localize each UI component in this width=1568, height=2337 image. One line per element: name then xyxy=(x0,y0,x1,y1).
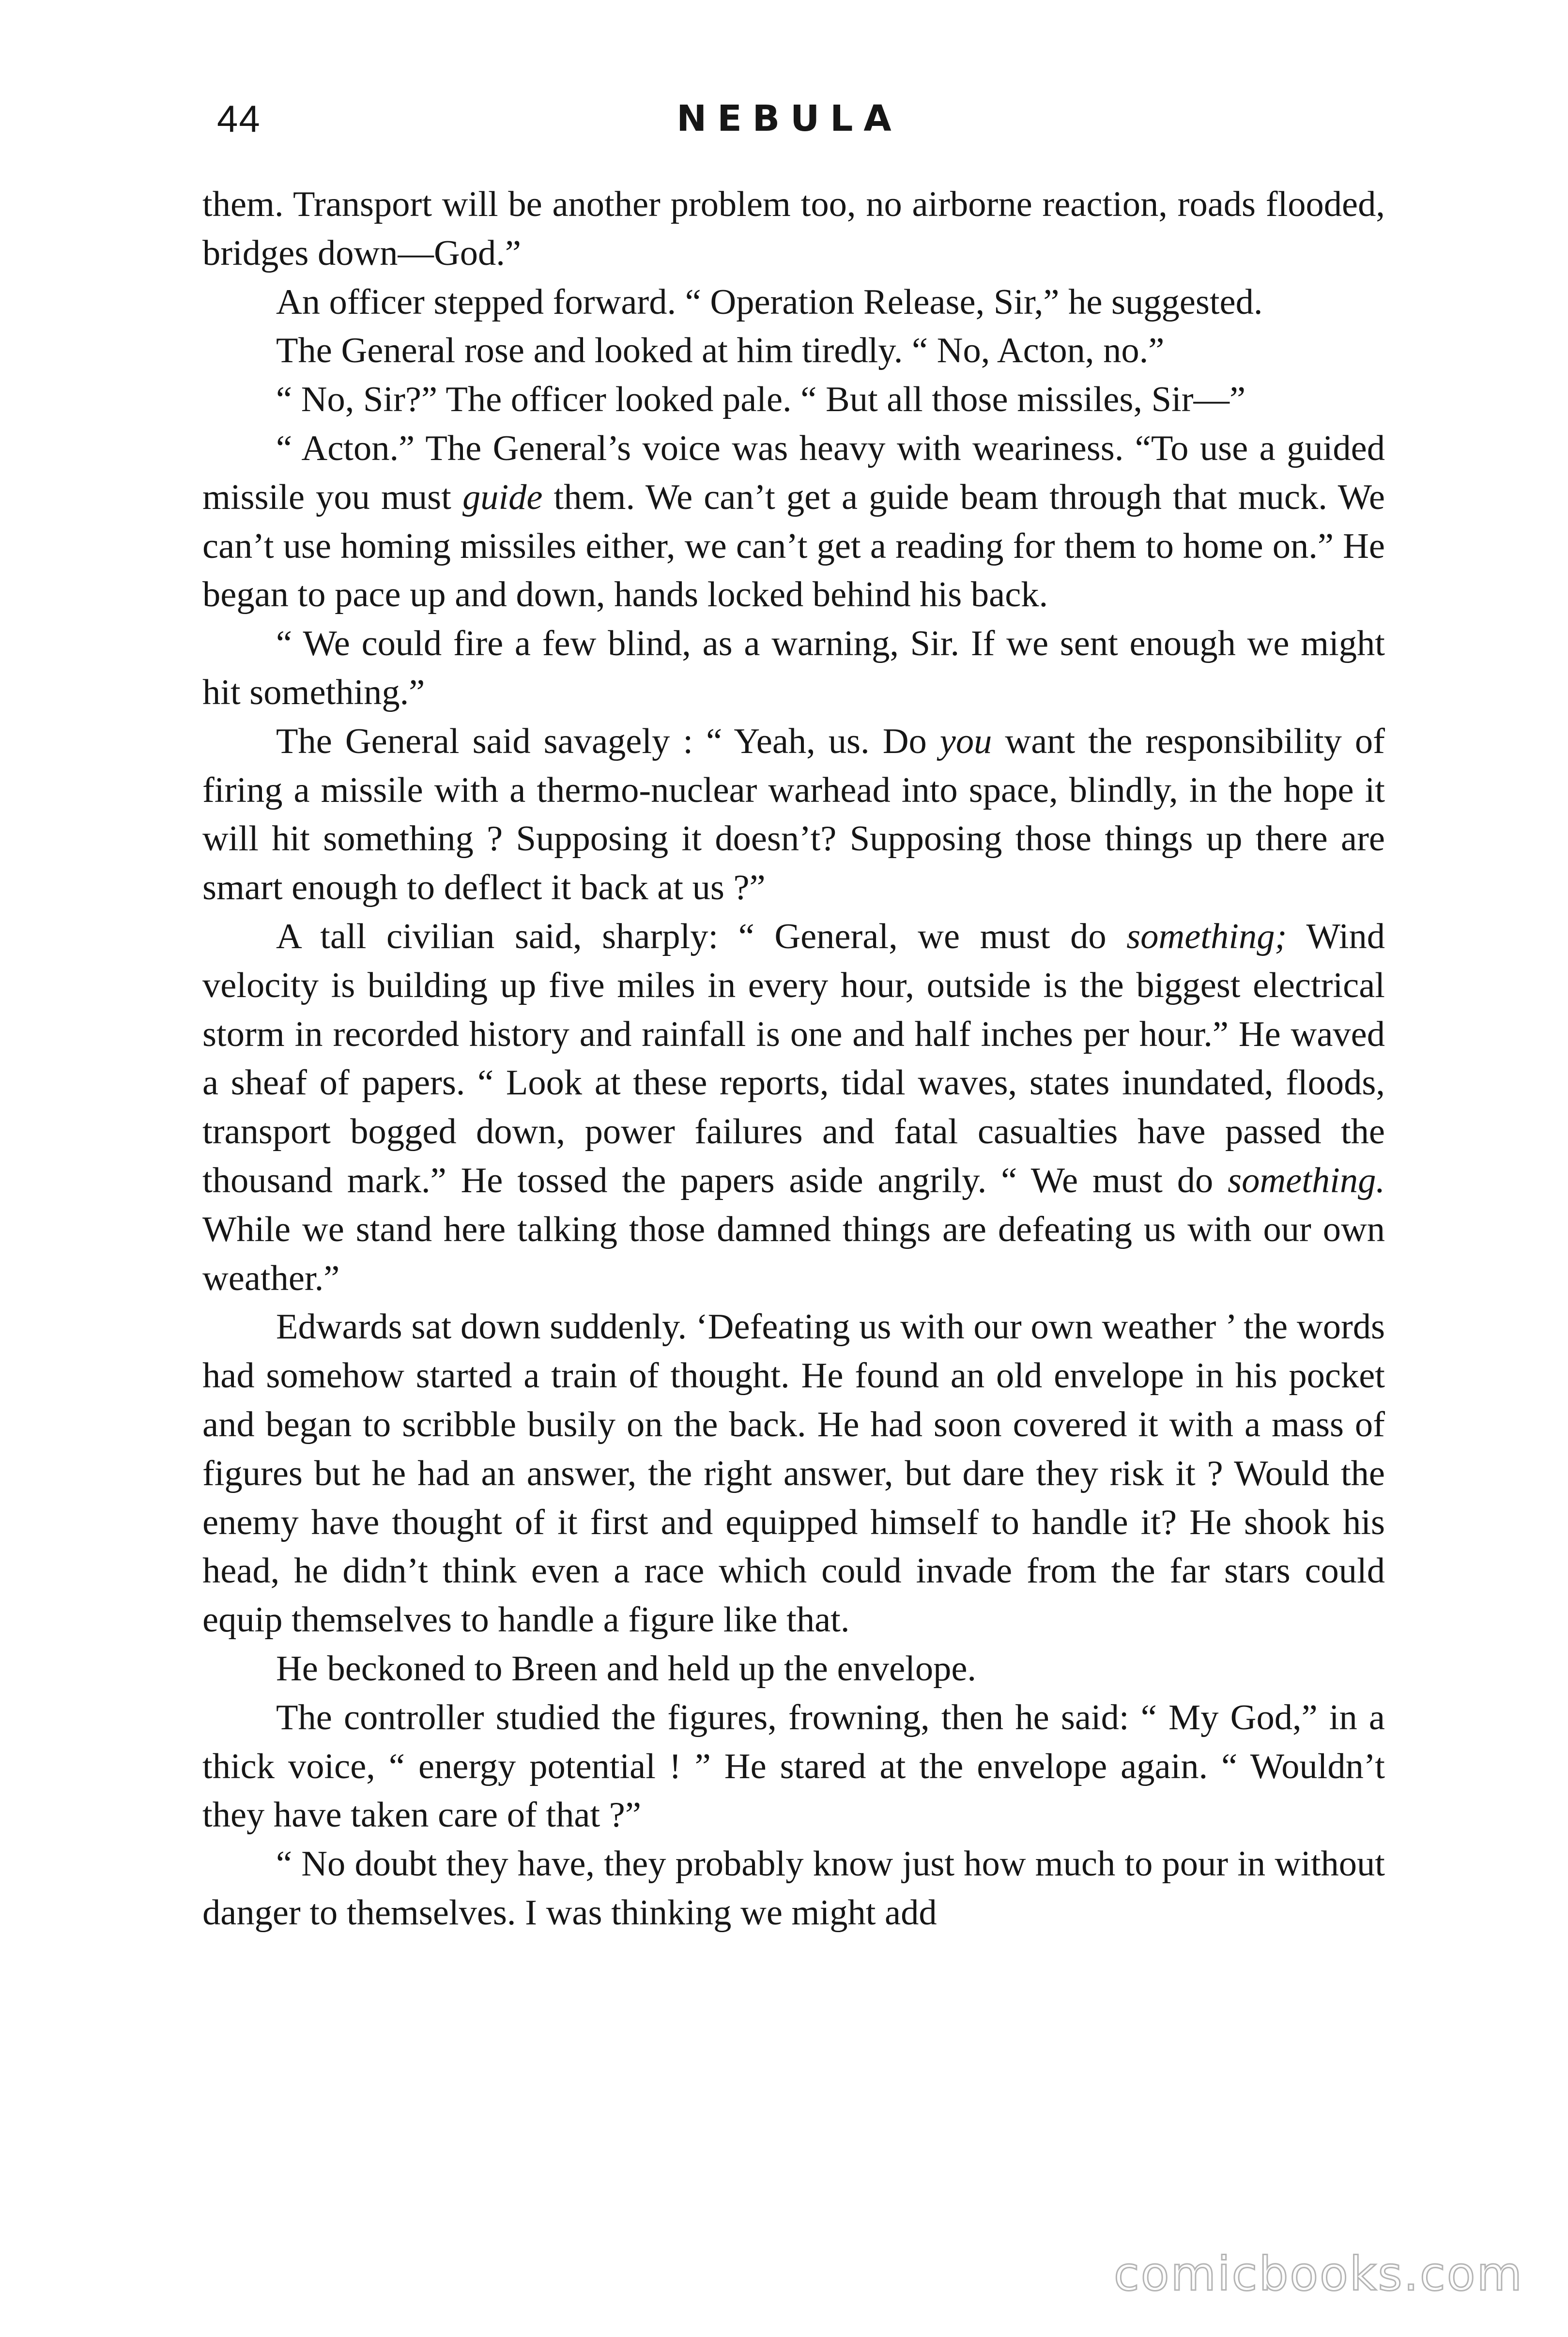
paragraph xyxy=(202,278,1385,327)
paragraph xyxy=(202,1303,1385,1645)
page-number: 44 xyxy=(217,97,261,140)
text-run: “ No, Sir?” The officer looked pale. “ But all those missiles, Sir—” xyxy=(276,380,1246,420)
paragraph xyxy=(202,375,1385,424)
paragraph xyxy=(202,717,1385,912)
watermark: comicbooks.com xyxy=(1113,2247,1523,2301)
text-run: He beckoned to Breen and held up the envelope. xyxy=(276,1648,977,1689)
text-run: Wind velocity is building up five miles in every hour, outside is the biggest electrical storm in recorded history and rainfall is one and half inches per hour.” He waved a sheaf of papers. “ Look at these reports, tidal waves, states inundated, floods, transport bogged down, power failures and fatal casualties have passed the thousand mark.” He tossed the papers aside angrily. “ We must do xyxy=(202,916,1385,1200)
running-head: NEBULA xyxy=(676,98,902,139)
paragraph xyxy=(202,1693,1385,1840)
paragraph xyxy=(202,619,1385,717)
text-run: The General said savagely : “ Yeah, us. Do xyxy=(276,721,940,761)
text-run: An officer stepped forward. “ Operation Release, Sir,” he suggested. xyxy=(276,282,1263,322)
text-run: “ We could fire a few blind, as a warning, Sir. If we sent enough we might hit something.” xyxy=(202,624,1385,712)
text-run: While we stand here talking those damned things are defeating us with our own weather.” xyxy=(202,1209,1385,1298)
italic-text: you xyxy=(939,721,992,761)
paragraph xyxy=(202,1645,1385,1693)
body-text xyxy=(202,180,1385,1937)
page-header xyxy=(202,92,1366,145)
text-run: Edwards sat down suddenly. ‘Defeating us with our own weather ’ the words had somehow started a train of thought. He found an old envelope in his pocket and began to scribble busily on the back. He had soon covered it with a mass of figures but he had an answer, the right answer, but dare they risk it ? Would the enemy have thought of it first and equipped himself to handle it? He shook his head, he didn’t think even a race which could invade from the far stars could equip themselves to handle a figure like that. xyxy=(202,1307,1385,1640)
italic-text: guide xyxy=(462,477,543,517)
text-run: “ Acton.” The General’s voice was heavy with weariness. “To use a guided missile you must xyxy=(202,428,1385,517)
text-run: “ No doubt they have, they probably know just how much to pour in without danger to themselves. I was thinking we might add xyxy=(202,1844,1385,1933)
paragraph xyxy=(202,424,1385,619)
text-run: them. We can’t get a guide beam through that muck. We can’t use homing missiles either, we can’t get a reading for them to home on.” He began to pace up and down, hands locked behind his back. xyxy=(202,477,1385,615)
paragraph xyxy=(202,912,1385,1303)
paragraph xyxy=(202,1840,1385,1937)
text-run: A tall civilian said, sharply: “ General, we must do xyxy=(276,916,1127,956)
paragraph xyxy=(202,326,1385,375)
text-run: The controller studied the figures, frowning, then he said: “ My God,” in a thick voice, “ energy potential ! ” He stared at the envelope again. “ Wouldn’t they have taken care of that ?” xyxy=(202,1697,1385,1835)
italic-text: something. xyxy=(1228,1160,1385,1200)
paragraph xyxy=(202,180,1385,278)
text-run: The General rose and looked at him tiredly. “ No, Acton, no.” xyxy=(276,331,1165,371)
italic-text: something; xyxy=(1126,916,1287,956)
text-run: want the responsibility of firing a missile with a thermo-nuclear warhead into space, blindly, in the hope it will hit something ? Supposing it doesn’t? Supposing those things up there are smart enough to deflect it back at us ?” xyxy=(202,721,1385,908)
text-run: them. Transport will be another problem too, no airborne reaction, roads flooded, bridges down—God.” xyxy=(202,184,1385,273)
